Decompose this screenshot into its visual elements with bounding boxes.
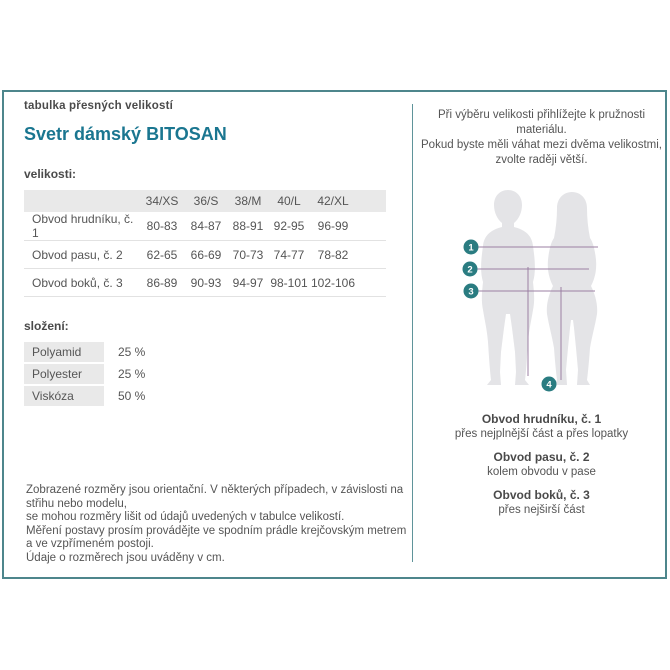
marker-1 (463, 240, 478, 255)
size-table-corner-cell (24, 190, 140, 212)
table-row (24, 241, 386, 269)
male-silhouette (481, 190, 535, 385)
measure-row-label: Obvod boků, č. 3 (24, 269, 140, 297)
size-value: 98-101 (268, 269, 310, 297)
composition-list (24, 342, 412, 406)
size-value: 86-89 (140, 269, 184, 297)
size-table (24, 190, 386, 297)
size-table-header-row (24, 190, 386, 212)
marker-4-label: 4 (545, 379, 552, 391)
size-value: 70-73 (228, 241, 268, 269)
size-value: 62-65 (140, 241, 184, 269)
size-column-header: 38/M (228, 190, 268, 212)
size-column-header: 42/XL (310, 190, 386, 212)
material-percent: 50 % (118, 389, 146, 403)
marker-2 (462, 262, 477, 277)
size-value: 90-93 (184, 269, 228, 297)
advice-line: zvolte raději větší. (495, 154, 588, 166)
disclaimer-line: Měření postavy prosím provádějte ve spodním prádle krejčovským metrem a ve vzpřímeném postoji. (26, 524, 407, 550)
measure-description: přes nejširší část (498, 504, 585, 516)
advice-line: Pokud byste měli váhat mezi dvěma velikostmi, (421, 139, 662, 151)
material-name: Viskóza (24, 386, 104, 406)
measure-description: kolem obvodu v pase (487, 466, 596, 478)
disclaimer-line: Údaje o rozměrech jsou uváděny v cm. (26, 551, 225, 564)
measure-title: Obvod pasu, č. 2 (493, 450, 590, 464)
product-title: Svetr dámský BITOSAN (24, 124, 227, 144)
vertical-divider (412, 104, 413, 562)
sizes-section-label: velikosti: (24, 167, 77, 181)
material-percent: 25 % (118, 345, 146, 359)
list-item (24, 386, 412, 406)
size-table-header (24, 190, 386, 212)
size-advice-text (414, 108, 669, 168)
list-item (24, 342, 412, 362)
disclaimer-line: se mohou rozměry lišit od údajů uvedených v tabulce velikostí. (26, 511, 345, 523)
body-measurement-diagram (422, 180, 662, 402)
measure-title: Obvod boků, č. 3 (493, 488, 590, 502)
size-value: 88-91 (228, 212, 268, 241)
marker-3-label: 3 (467, 286, 474, 298)
measure-row-label: Obvod pasu, č. 2 (24, 241, 140, 269)
material-name: Polyester (24, 364, 104, 384)
size-value: 92-95 (268, 212, 310, 241)
size-value: 74-77 (268, 241, 310, 269)
size-value: 96-99 (310, 212, 386, 241)
marker-2-label: 2 (466, 264, 473, 276)
disclaimer-text (26, 484, 412, 565)
measure-description: přes nejplnější část a přes lopatky (454, 428, 629, 440)
table-row (24, 269, 386, 297)
material-percent: 25 % (118, 367, 146, 381)
size-value: 78-82 (310, 241, 386, 269)
marker-4 (541, 377, 556, 392)
measure-title: Obvod hrudníku, č. 1 (481, 412, 602, 426)
marker-1-label: 1 (467, 242, 474, 254)
disclaimer-line: Zobrazené rozměry jsou orientační. V některých případech, v závislosti na střihu nebo modelu, (26, 484, 404, 510)
size-value: 66-69 (184, 241, 228, 269)
size-value: 80-83 (140, 212, 184, 241)
left-column (4, 92, 412, 577)
table-row (24, 212, 386, 241)
material-name: Polyamid (24, 342, 104, 362)
measure-definitions (414, 412, 669, 516)
measure-row-label: Obvod hrudníku, č. 1 (24, 212, 140, 241)
size-column-header: 36/S (184, 190, 228, 212)
list-item (24, 364, 412, 384)
size-value: 84-87 (184, 212, 228, 241)
panel-eyebrow: tabulka přesných velikostí (24, 100, 174, 112)
marker-3 (463, 284, 478, 299)
size-value: 102-106 (310, 269, 386, 297)
size-chart-panel (2, 90, 667, 579)
female-silhouette (546, 192, 596, 385)
size-column-header: 34/XS (140, 190, 184, 212)
composition-section-label: složení: (24, 319, 69, 333)
advice-line: Při výběru velikosti přihlížejte k pružnosti materiálu. (437, 109, 646, 136)
size-column-header: 40/L (268, 190, 310, 212)
right-column (414, 92, 669, 577)
size-value: 94-97 (228, 269, 268, 297)
